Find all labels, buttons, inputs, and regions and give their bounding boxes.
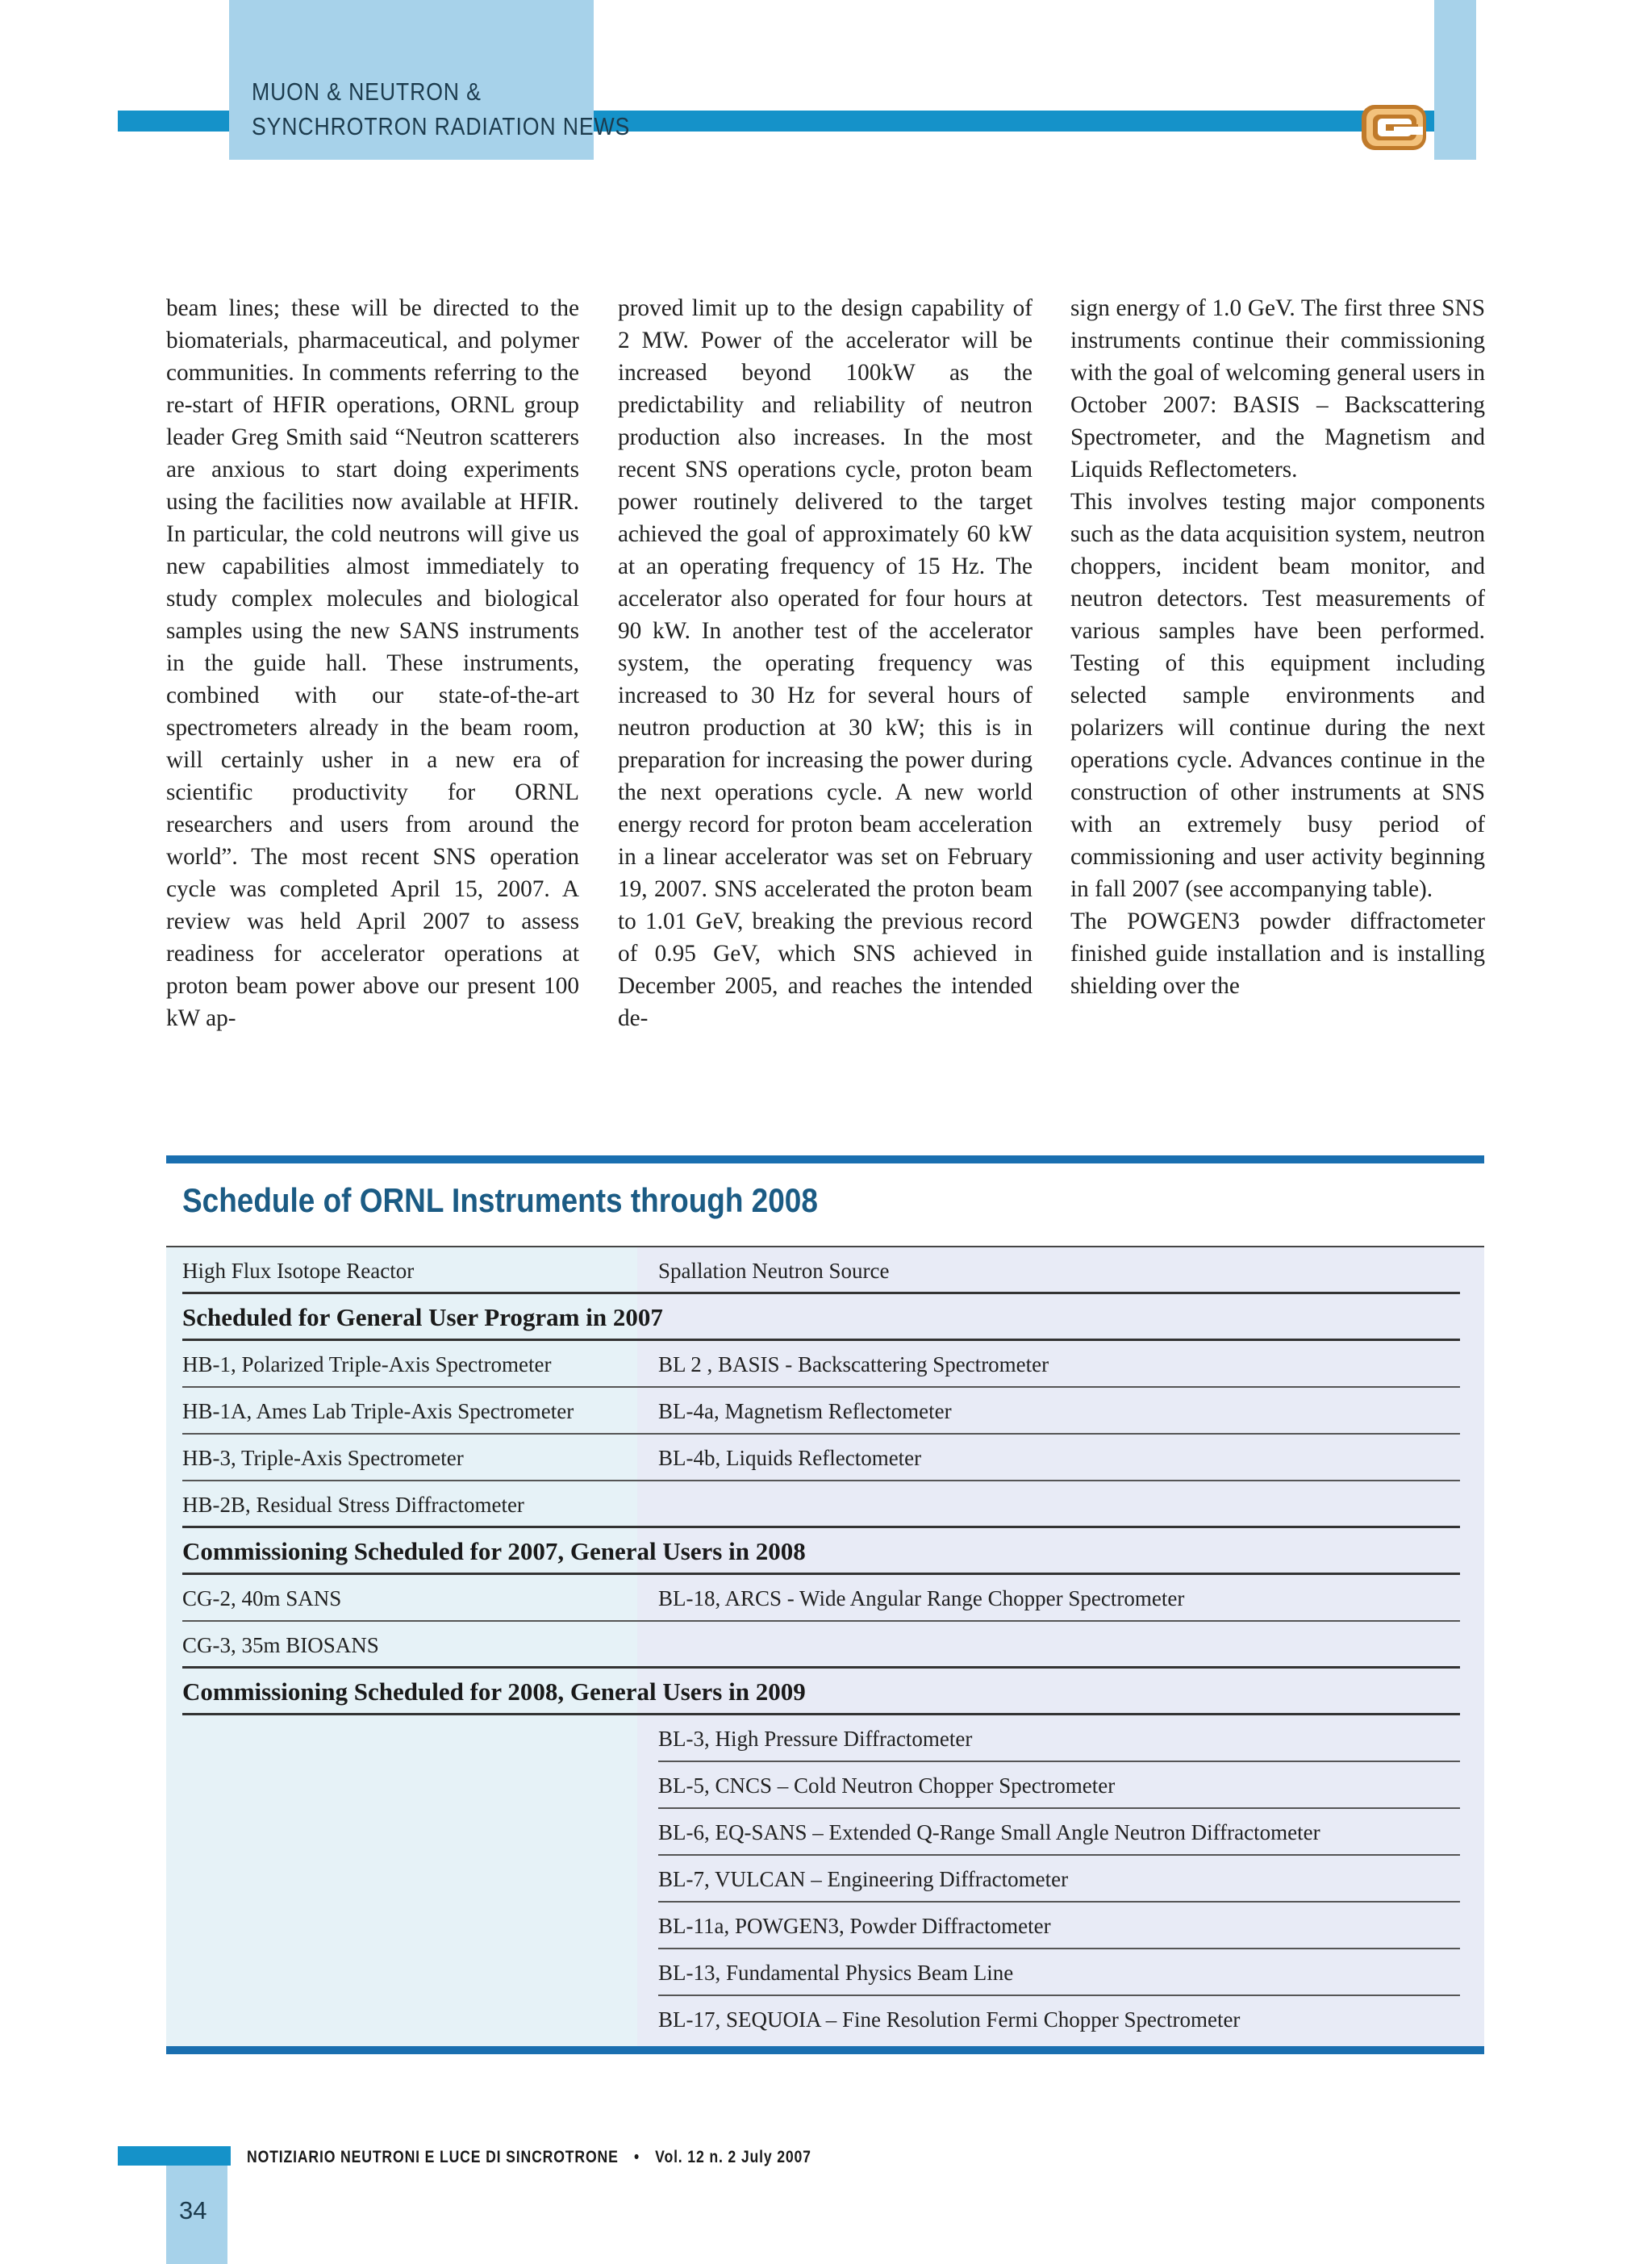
sns-cell: BL-3, High Pressure Diffractometer (658, 1727, 973, 1751)
table-bottom-rule (166, 2046, 1484, 2054)
hfir-cell: HB-3, Triple-Axis Spectrometer (182, 1446, 464, 1470)
table-row (166, 1341, 1484, 1388)
newsletter-title-line-2: SYNCHROTRON RADIATION NEWS (252, 112, 631, 140)
sns-cell: BL-11a, POWGEN3, Powder Diffractometer (658, 1914, 1051, 1938)
sns-cell: BL-13, Fundamental Physics Beam Line (658, 1961, 1014, 1985)
article-paragraph: proved limit up to the design capability of 2 MW. Power of the accelerator will be increased beyond 100kW as the predictability and reliability of neutron production also increases. In the most recent SNS operations cycle, proton beam power routinely delivered to the target achieved the goal of approximately 60 kW at an operating frequency of 15 Hz. The accelerator also operated for four hours at 90 kW. In another test of the accelerator system, the operating frequency was increased to 30 Hz for several hours of neutron production at 30 kW; this is in preparation for increasing the power during the next operations cycle. A new world energy record for proton beam acceleration in a linear accelerator was set on February 19, 2007. SNS accelerated the proton beam to 1.01 GeV, breaking the previous record of 0.95 GeV, which SNS achieved in December 2005, and reaches the intended de- (618, 295, 1032, 1031)
table-top-rule (166, 1155, 1484, 1163)
table-title: Schedule of ORNL Instruments through 2008 (182, 1181, 818, 1219)
table-row (166, 1575, 1484, 1622)
table-section-row (166, 1528, 1484, 1575)
footer-volume: Vol. 12 n. 2 July 2007 (655, 2148, 811, 2166)
hfir-cell: HB-1A, Ames Lab Triple-Axis Spectrometer (182, 1399, 574, 1423)
article-paragraph: This involves testing major components such as the data acquisition system, neutron choppers, incident beam monitor, and neutron detectors. Test measurements of various samples have been performed. Testing of this equipment including selected sample environments and polarizers will continue during the next operations cycle. Advances continue in the construction of other instruments at SNS with an extremely busy period of commissioning and user activity beginning in fall 2007 (see accompanying table). (1070, 489, 1485, 902)
footer-citation (247, 2148, 811, 2167)
hfir-cell: CG-3, 35m BIOSANS (182, 1633, 379, 1657)
table-row (166, 1903, 1484, 1949)
table-row (166, 1622, 1484, 1669)
table-row (166, 1435, 1484, 1481)
newsletter-title (252, 74, 631, 144)
hfir-cell: HB-1, Polarized Triple-Axis Spectrometer (182, 1352, 552, 1376)
sns-cell: BL 2 , BASIS - Backscattering Spectrometer (658, 1352, 1049, 1376)
table-row (166, 1856, 1484, 1903)
article-paragraph: The POWGEN3 powder diffractometer finished guide installation and is installing shielding over the (1070, 909, 1485, 999)
table-row (166, 1949, 1484, 1996)
section-heading: Commissioning Scheduled for 2008, General Users in 2009 (182, 1677, 806, 1706)
table-row (166, 1388, 1484, 1435)
sns-cell: BL-4a, Magnetism Reflectometer (658, 1399, 952, 1423)
sns-cell: BL-6, EQ-SANS – Extended Q-Range Small Angle Neutron Diffractometer (658, 1820, 1320, 1844)
article-column-2 (618, 292, 1032, 1034)
table-row (166, 1809, 1484, 1856)
sns-cell: BL-4b, Liquids Reflectometer (658, 1446, 922, 1470)
newsletter-title-line-1: MUON & NEUTRON & (252, 77, 482, 106)
footer-bar (118, 2146, 231, 2166)
sns-cell: BL-17, SEQUOIA – Fine Resolution Fermi Chopper Spectrometer (658, 2007, 1241, 2032)
hfir-cell: High Flux Isotope Reactor (182, 1259, 415, 1283)
footer-journal: NOTIZIARIO NEUTRONI E LUCE DI SINCROTRONE (247, 2148, 619, 2166)
hfir-cell: HB-2B, Residual Stress Diffractometer (182, 1493, 524, 1517)
sns-cell: Spallation Neutron Source (658, 1259, 890, 1283)
section-heading: Commissioning Scheduled for 2007, General Users in 2008 (182, 1537, 806, 1565)
footer-separator: • (633, 2148, 640, 2166)
table-section-row (166, 1294, 1484, 1341)
sns-cell: BL-7, VULCAN – Engineering Diffractometer (658, 1867, 1069, 1891)
table-header-row (166, 1247, 1484, 1294)
article-column-3 (1070, 292, 1485, 1002)
table-body (166, 1247, 1484, 2043)
hfir-cell: CG-2, 40m SANS (182, 1586, 342, 1610)
table-row (166, 1715, 1484, 1762)
cnr-logo-icon (1358, 100, 1431, 153)
article-paragraph: sign energy of 1.0 GeV. The first three SNS instruments continue their commissioning with the goal of welcoming general users in October 2007: BASIS – Backscattering Spectrometer, and the Magnetism and Liquids Reflectometers. (1070, 295, 1485, 482)
table-section-row (166, 1669, 1484, 1715)
article-paragraph: beam lines; these will be directed to the biomaterials, pharmaceutical, and polymer communities. In comments referring to the re-start of HFIR operations, ORNL group leader Greg Smith said “Neutron scatterers are anxious to start doing experiments using the facilities now available at HFIR. In particular, the cold neutrons will give us new capabilities almost immediately to study complex molecules and biological samples using the new SANS instruments in the guide hall. These instruments, combined with our state-of-the-art spectrometers already in the beam room, will certainly usher in a new era of scientific productivity for ORNL researchers and users from around the world”. The most recent SNS operation cycle was completed April 15, 2007. A review was held April 2007 to assess readiness for accelerator operations at proton beam power above our present 100 kW ap- (166, 295, 579, 1031)
header-right-strip (1434, 0, 1476, 160)
table-row (166, 1762, 1484, 1809)
table-row (166, 1996, 1484, 2043)
sns-cell: BL-5, CNCS – Cold Neutron Chopper Spectrometer (658, 1773, 1116, 1798)
table-row (166, 1481, 1484, 1528)
section-heading: Scheduled for General User Program in 2007 (182, 1303, 663, 1331)
schedule-table (166, 1155, 1484, 2054)
page-number: 34 (179, 2196, 207, 2224)
article-column-1 (166, 292, 579, 1034)
sns-cell: BL-18, ARCS - Wide Angular Range Chopper Spectrometer (658, 1586, 1185, 1610)
